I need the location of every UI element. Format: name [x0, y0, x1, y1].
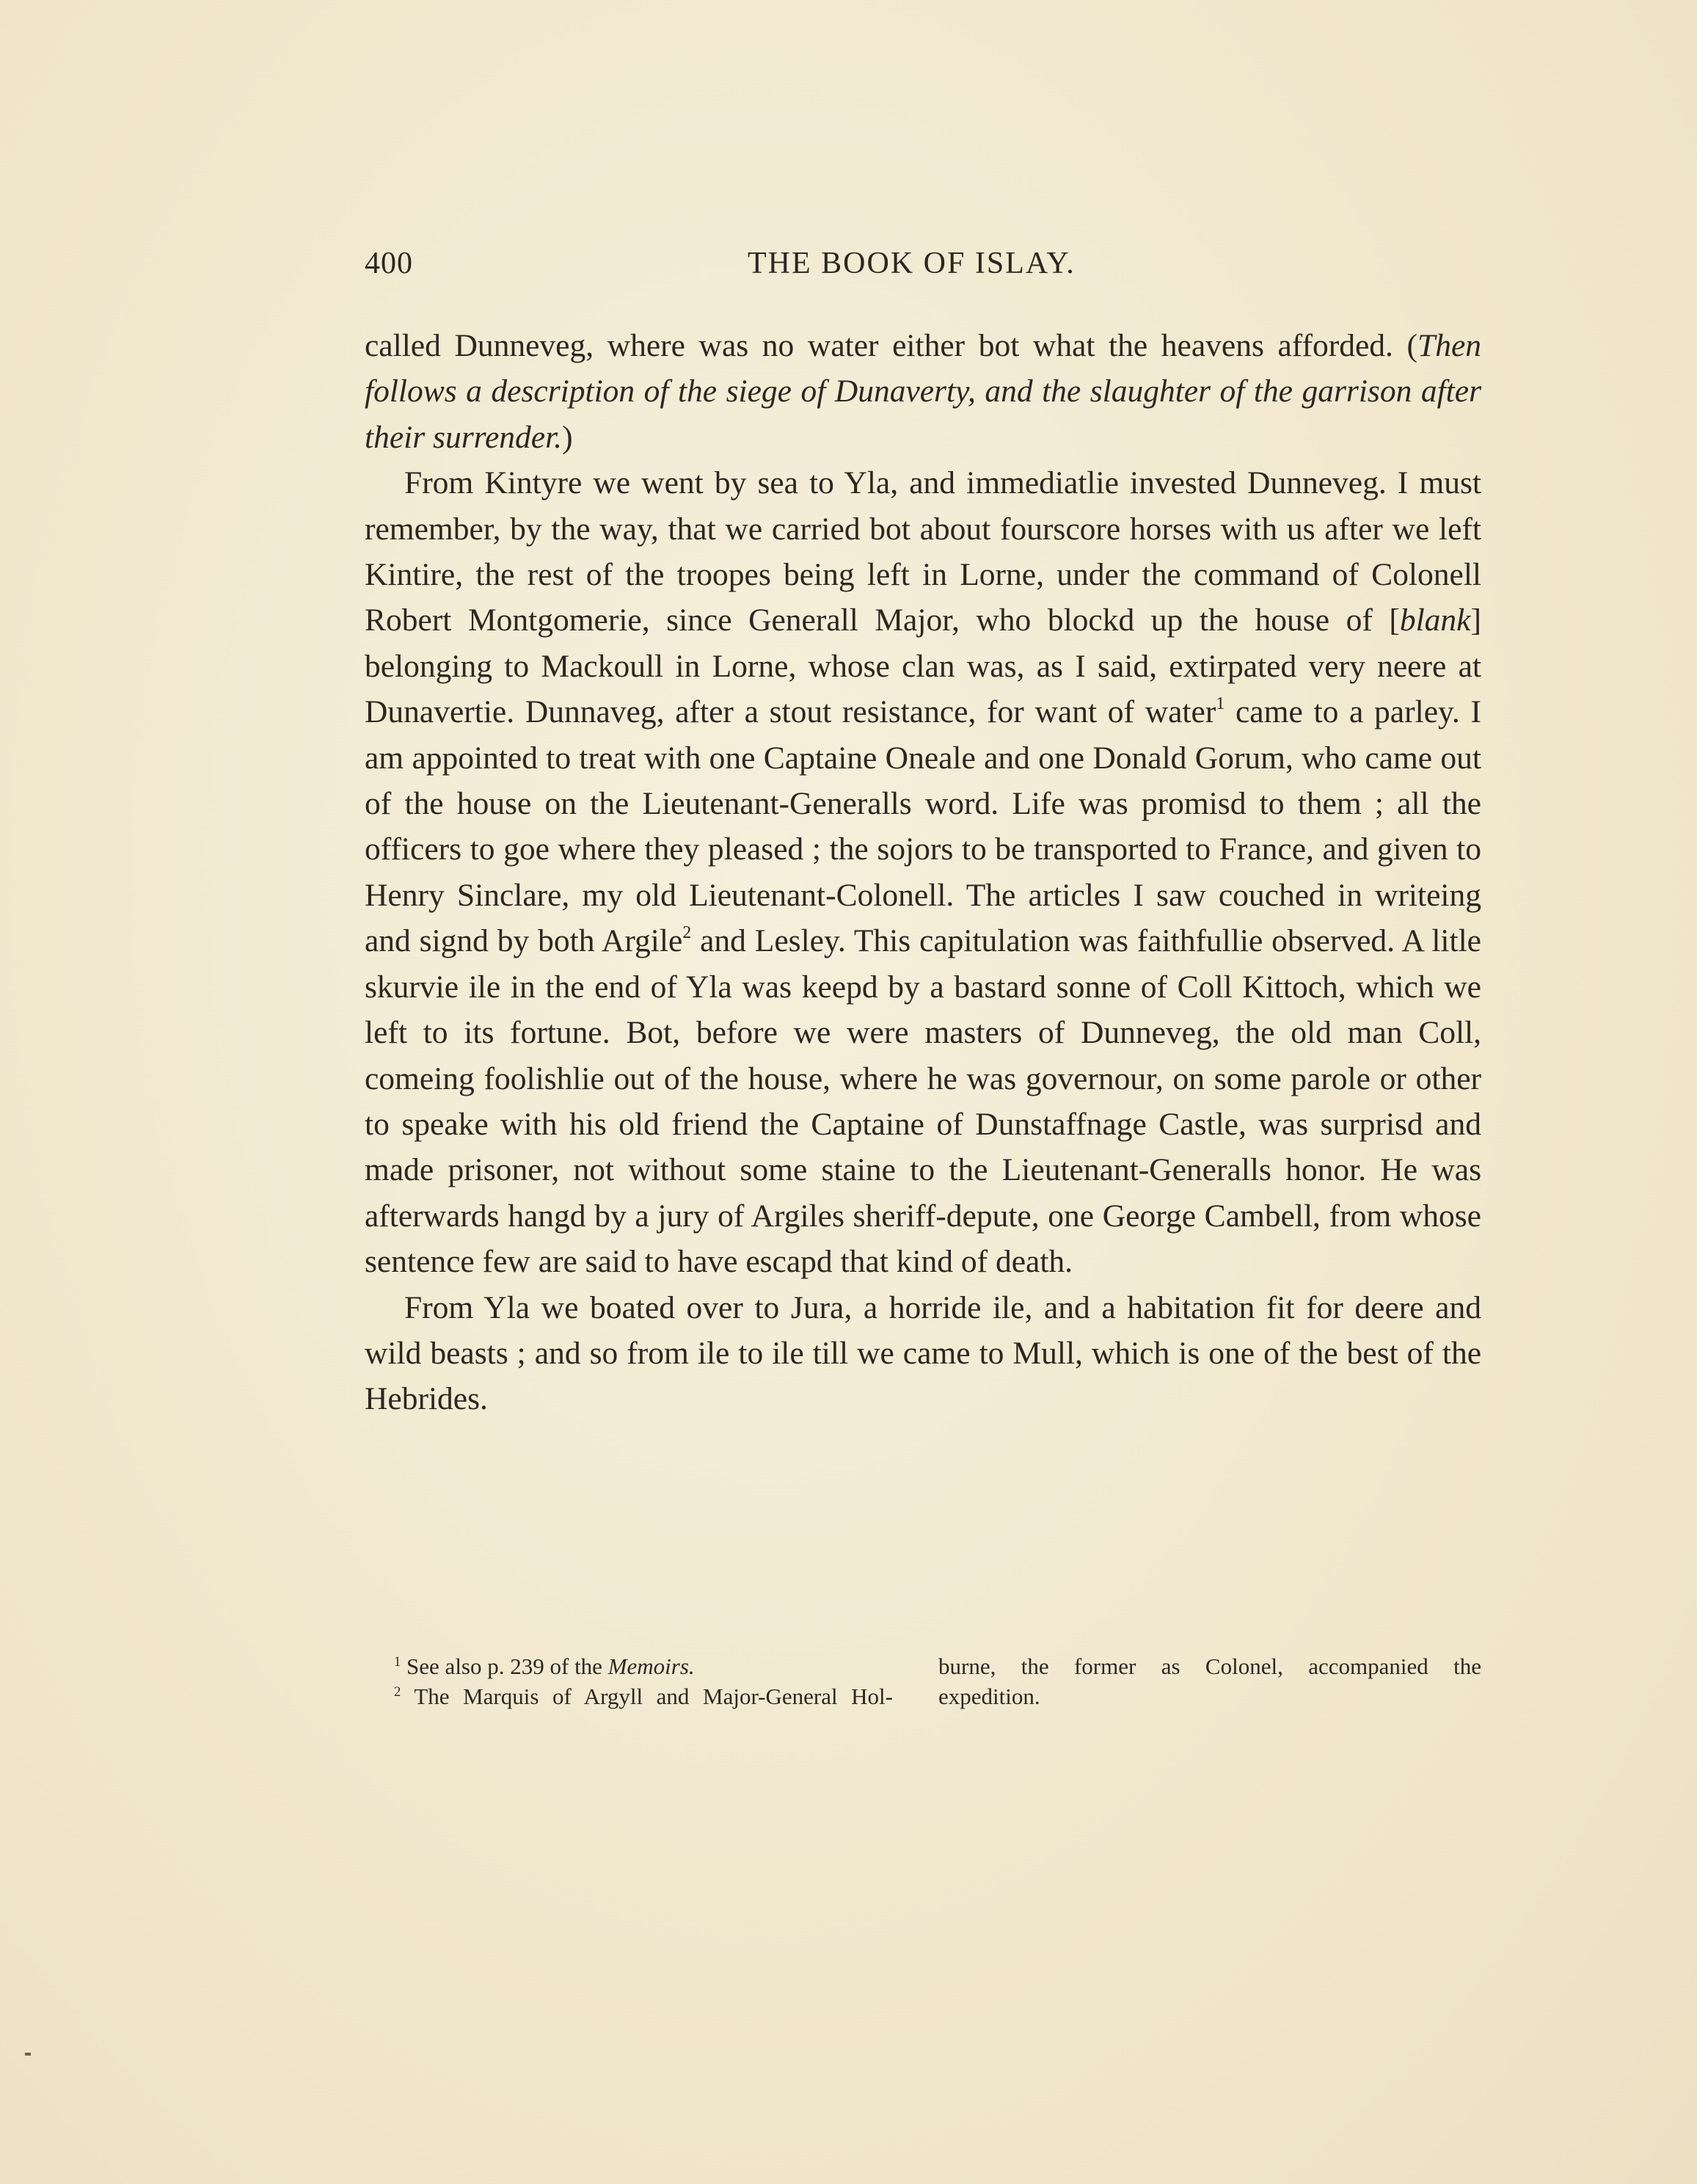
paragraph-1-text-a: called Dunneveg, where was no water either bot what the heavens afforded. ( — [365, 328, 1417, 363]
footnote-ref-1: 1 — [1216, 694, 1225, 714]
paragraph-2-text-b: ] belonging to Mackoull in Lorne, whose clan was, as I said, extirpated very neere at Dunavertie. Dunnaveg, after a stout resistance, for want of water — [365, 603, 1481, 730]
footnote-2-continuation-line-2: expedition. — [938, 1684, 1040, 1709]
footnote-2-continuation-line-1: burne, the former as Colonel, accompanied the — [938, 1653, 1481, 1679]
editorial-note: Then follows a description of the siege of Dunaverty, and the slaughter of the garrison after their surrender. — [365, 328, 1481, 455]
footnote-2-mark: 2 — [394, 1684, 401, 1700]
paragraph-2-text-d: and Lesley. This capitulation was faithfullie observed. A litle skurvie ile in the end of Yla was keepd by a bastard sonne of Coll Kittoch, which we left to its fortune. Bot, before we were masters of Dunneveg, the old man Coll, comeing foolishlie out of the house, where he was governour, on some parole or other to speake with his old friend the Captaine of Dunstaffnage Castle, was surprisd and made prisoner, not without some staine to the Lieutenant-Generalls honor. He was afterwards hangd by a jury of Argiles sheriff-depute, one George Cambell, from whose sentence few are said to have escapd that kind of death. — [365, 923, 1481, 1280]
footnotes-left-column — [365, 1651, 893, 1711]
paragraph-3: From Yla we boated over to Jura, a horride ile, and a habitation fit for deere and wild beasts ; and so from ile to ile till we came to Mull, which is one of the best of the Hebrides. — [365, 1289, 1481, 1417]
footnote-1-text: See also p. 239 of the — [406, 1653, 608, 1679]
paragraph-2 — [365, 460, 1481, 1284]
footnote-1 — [394, 1651, 893, 1681]
footnote-2-text: The Marquis of Argyll and Major-General Hol- — [414, 1684, 893, 1709]
running-title: THE BOOK OF ISLAY. — [748, 247, 1076, 280]
page-number: 400 — [365, 247, 413, 280]
footnote-1-italic: Memoirs. — [607, 1653, 695, 1679]
blank-marker: blank — [1399, 603, 1471, 638]
paragraph-2-text-a: From Kintyre we went by sea to Yla, and immediatlie invested Dunneveg. I must remember, by the way, that we carried bot about fourscore horses with us after we left Kintire, the rest of the troopes being left in Lorne, under the command of Colonell Robert Montgomerie, since Generall Major, who blockd up the house of [ — [365, 465, 1481, 638]
footnotes — [365, 1651, 1481, 1711]
paragraph-1-text-b: ) — [562, 419, 573, 455]
paper-speck — [25, 2053, 31, 2056]
body-text — [365, 323, 1481, 1422]
footnotes-right-column — [938, 1651, 1481, 1711]
paragraph-1 — [365, 323, 1481, 460]
paragraph-2-text-c: came to a parley. I am appointed to treat with one Captaine Oneale and one Donald Gorum, who came out of the house on the Lieutenant-Generalls word. Life was promisd to them ; all the officers to goe where they pleased ; the sojors to be transported to France, and given to Henry Sinclare, my old Lieutenant-Colonell. The articles I saw couched in writeing and signd by both Argile — [365, 694, 1482, 959]
footnote-2 — [394, 1681, 893, 1711]
page-header — [365, 246, 1480, 290]
footnote-1-mark: 1 — [394, 1653, 401, 1670]
footnote-ref-2: 2 — [682, 923, 692, 943]
